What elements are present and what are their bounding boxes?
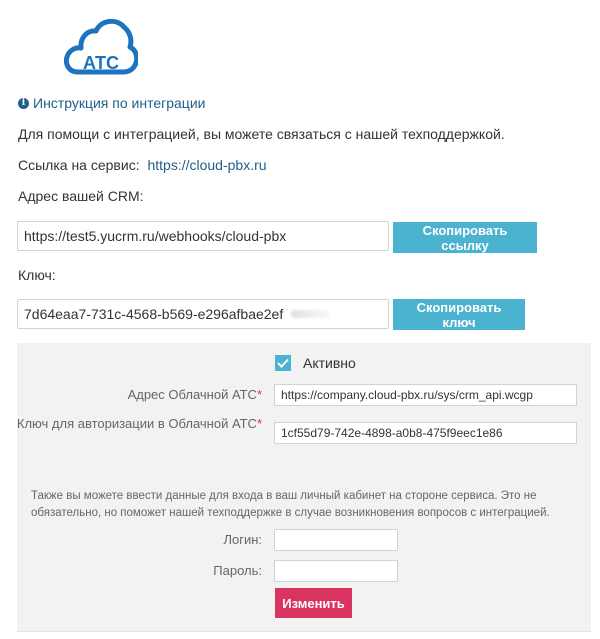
- pbx-auth-key-input[interactable]: [274, 422, 577, 444]
- pbx-address-label: Адрес Облачной АТС*: [127, 387, 262, 402]
- optional-credentials-note: Также вы можете ввести данные для входа в ваш личный кабинет на стороне сервиса. Это не обязательно, но поможет нашей техподдержке в случае возникновения вопросов с интеграцией.: [31, 490, 550, 519]
- password-input[interactable]: [274, 560, 398, 582]
- crm-address-value: https://test5.yucrm.ru/webhooks/cloud-pbx: [24, 228, 287, 244]
- required-mark: *: [256, 416, 262, 431]
- service-link[interactable]: https://cloud-pbx.ru: [147, 157, 267, 173]
- service-label: Ссылка на сервис:: [18, 157, 140, 173]
- active-checkbox[interactable]: [275, 355, 291, 371]
- pbx-auth-key-label: Ключ для авторизации в Облачной АТС*: [16, 416, 262, 431]
- integration-instructions-link[interactable]: [18, 95, 205, 111]
- help-text: Для помощи с интеграцией, вы можете связаться с нашей техподдержкой.: [18, 126, 505, 142]
- pbx-auth-key-value: 1cf55d79-742e-4898-a0b8-475f9eec1e86: [281, 426, 503, 440]
- logo-text: АТС: [82, 53, 120, 73]
- pbx-address-input[interactable]: [274, 384, 577, 406]
- crm-address-label: Адрес вашей CRM:: [18, 188, 144, 204]
- active-checkbox-row[interactable]: [275, 355, 356, 371]
- checkmark-icon: [277, 358, 289, 368]
- redacted-blur: [291, 310, 331, 318]
- info-icon: i: [18, 98, 29, 109]
- key-label: Ключ:: [18, 267, 56, 283]
- copy-key-button[interactable]: Скопировать ключ: [393, 299, 525, 330]
- crm-address-field[interactable]: [17, 221, 389, 251]
- cloud-atc-logo: [64, 16, 138, 78]
- pbx-address-value: https://company.cloud-pbx.ru/sys/crm_api.wcgp: [281, 388, 533, 402]
- integration-instructions-label[interactable]: Инструкция по интеграции: [33, 95, 206, 111]
- key-value: 7d64eaa7-731c-4568-b569-e296afbae2ef: [24, 306, 284, 322]
- login-label: Логин:: [223, 532, 262, 547]
- key-field[interactable]: [17, 299, 389, 329]
- active-label: Активно: [303, 355, 356, 371]
- service-row: [18, 157, 267, 173]
- login-input[interactable]: [274, 529, 398, 551]
- copy-link-button[interactable]: Скопировать ссылку: [393, 222, 537, 253]
- required-mark: *: [256, 387, 262, 402]
- password-label: Пароль:: [213, 563, 262, 578]
- change-button[interactable]: Изменить: [275, 588, 352, 618]
